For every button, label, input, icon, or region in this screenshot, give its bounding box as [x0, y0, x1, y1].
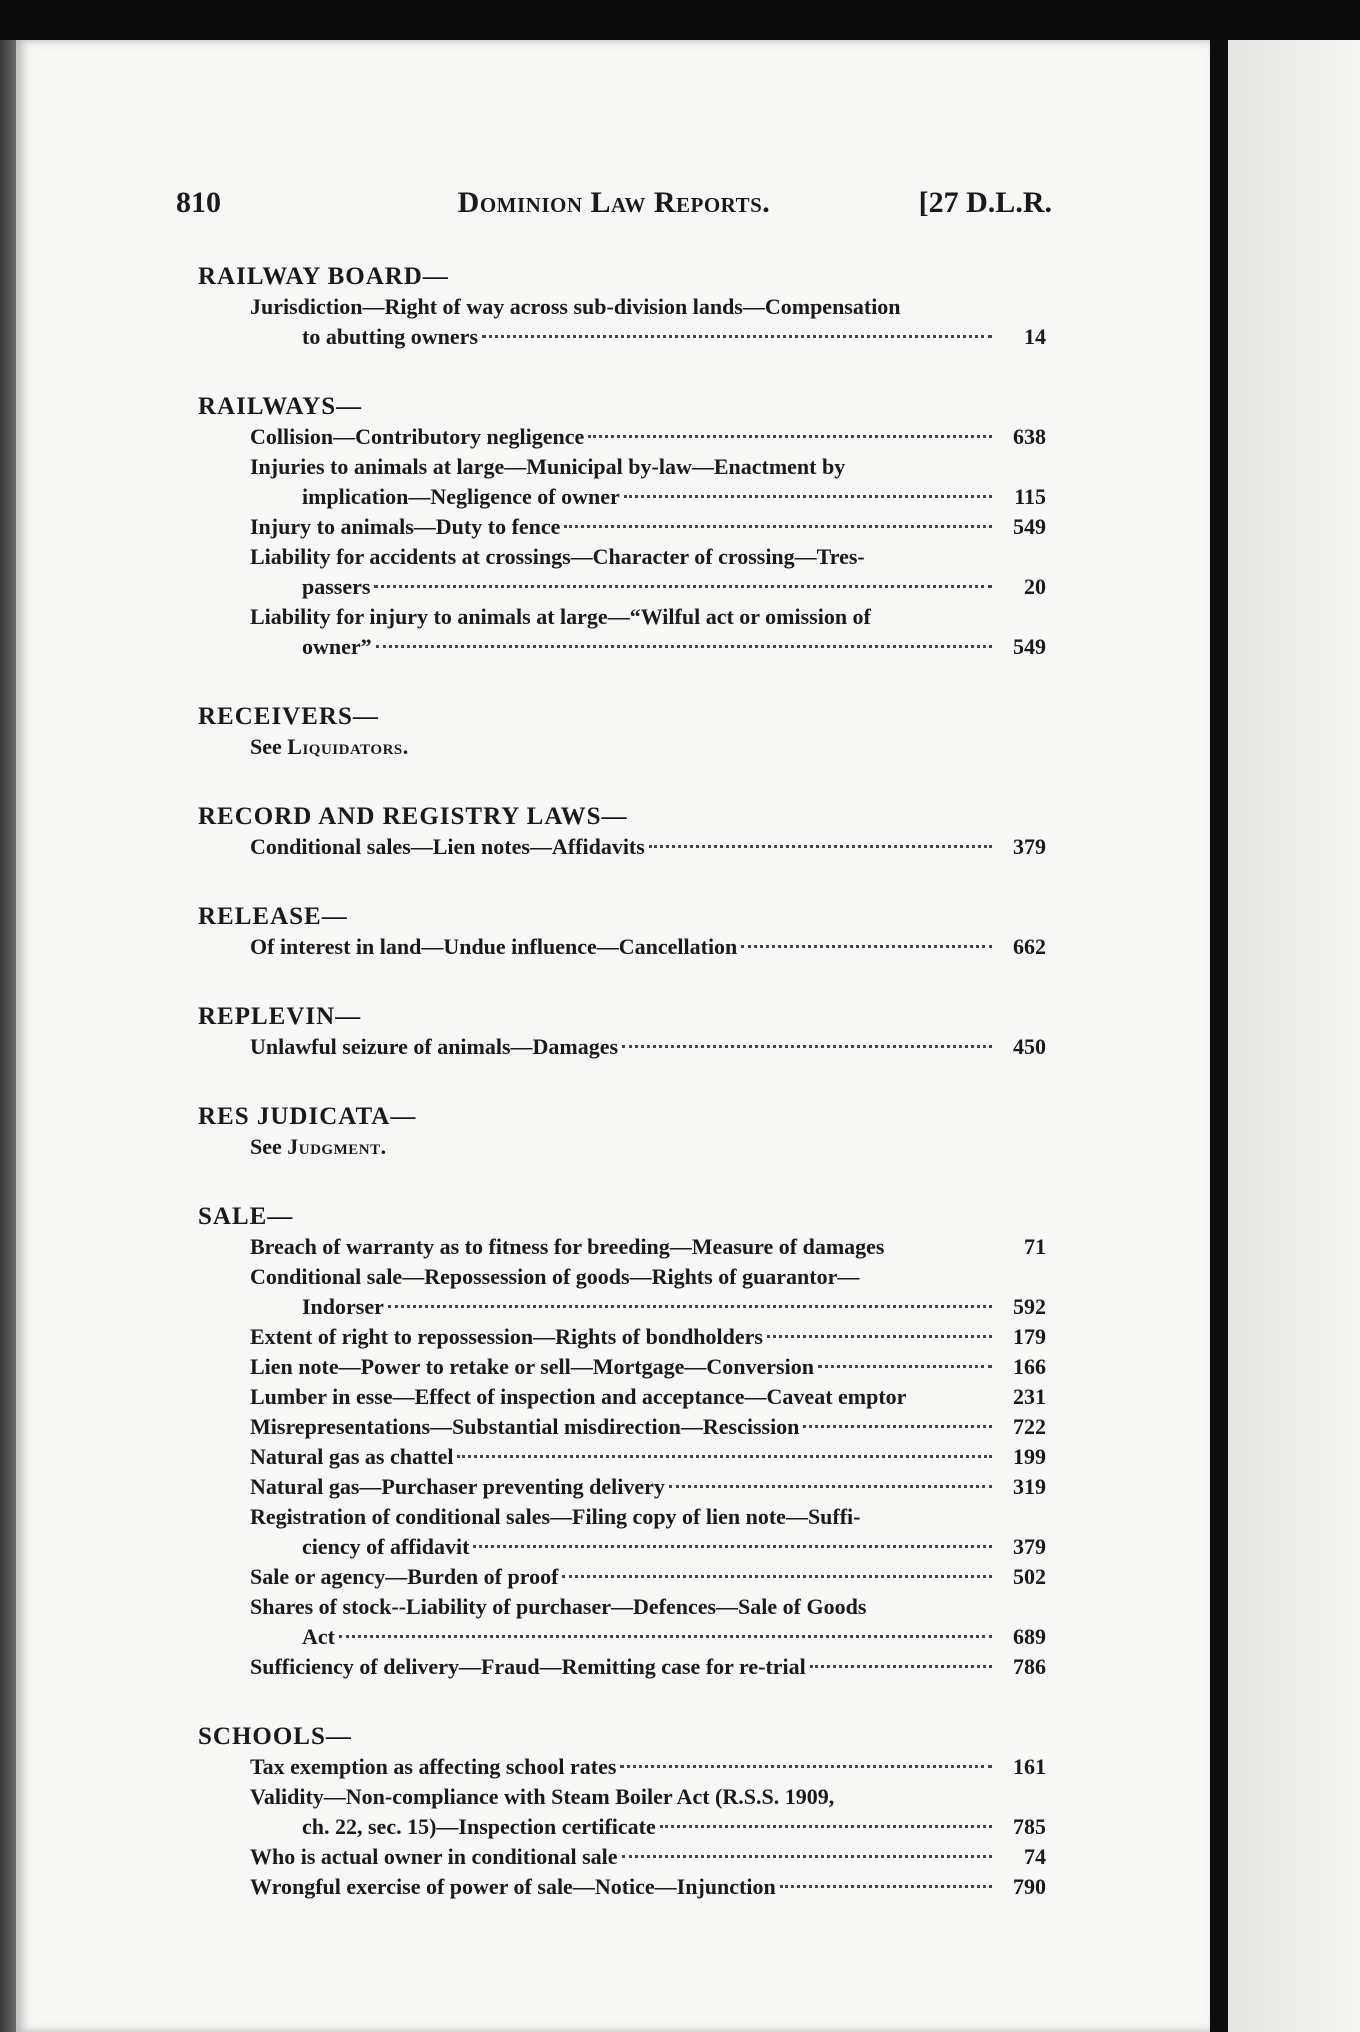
- entry-text: Extent of right to repossession—Rights of bondholders: [250, 1324, 763, 1349]
- page-reference: 71: [1024, 1234, 1046, 1259]
- leader-dots: [780, 1885, 992, 1888]
- entry-line: Liability for injury to animals at large—“Wilful act or omission of: [250, 604, 871, 629]
- leader-dots: [388, 1305, 992, 1308]
- entry-continuation: owner”: [302, 634, 372, 659]
- entry-continuation: Indorser: [302, 1294, 384, 1319]
- volume-reference: [27 D.L.R.: [918, 186, 1052, 219]
- page-reference: 662: [1013, 934, 1046, 959]
- entry-continuation: to abutting owners: [302, 324, 479, 349]
- scan-top-band: [0, 0, 1360, 40]
- index-section: [198, 262, 1046, 352]
- section-heading: RAILWAYS—: [198, 393, 363, 420]
- leader-dots: [620, 1765, 992, 1768]
- index-entry: [198, 1562, 1046, 1592]
- section-heading: RAILWAY BOARD—: [198, 263, 449, 290]
- section-heading: SCHOOLS—: [198, 1723, 352, 1750]
- entry-continuation: Act: [302, 1624, 335, 1649]
- leader-dots: [660, 1825, 992, 1828]
- page-reference: 199: [1013, 1444, 1046, 1469]
- leader-dots: [767, 1335, 992, 1338]
- see-reference: [198, 1132, 1046, 1162]
- index-entry: [198, 1752, 1046, 1782]
- see-prefix: See: [250, 1134, 282, 1159]
- entry-line: Registration of conditional sales—Filing copy of lien note—Suffi-: [250, 1504, 861, 1529]
- see-target: Judgment.: [287, 1134, 387, 1159]
- leader-dots: [457, 1455, 992, 1458]
- entry-text: Lumber in esse—Effect of inspection and acceptance—Caveat emptor: [250, 1384, 907, 1409]
- leader-dots: [339, 1635, 992, 1638]
- index-section: [198, 1002, 1046, 1062]
- see-prefix: See: [250, 734, 282, 759]
- index-entry: [198, 1812, 1046, 1842]
- page-reference: 549: [1013, 514, 1046, 539]
- page-reference: 166: [1013, 1354, 1046, 1379]
- index-entry: [198, 1622, 1046, 1652]
- section-heading: RES JUDICATA—: [198, 1103, 417, 1130]
- index-entry: [198, 512, 1046, 542]
- entry-line: Conditional sale—Repossession of goods—Rights of guarantor—: [250, 1264, 860, 1289]
- index-entry: [198, 1292, 1046, 1322]
- entry-text: Breach of warranty as to fitness for breeding—Measure of damages: [250, 1234, 885, 1259]
- leader-dots: [588, 435, 992, 438]
- page-reference: 231: [1013, 1384, 1046, 1409]
- page-reference: 638: [1013, 424, 1046, 449]
- index-entry: [198, 1382, 1046, 1412]
- page-reference: 450: [1013, 1034, 1046, 1059]
- index-entry: [198, 832, 1046, 862]
- leader-dots: [473, 1545, 992, 1548]
- section-heading: RELEASE—: [198, 903, 348, 930]
- see-target: Liquidators.: [287, 734, 409, 759]
- page-reference: 161: [1013, 1754, 1046, 1779]
- index-entry: [198, 1322, 1046, 1352]
- index-section: [198, 1202, 1046, 1682]
- index-section: [198, 802, 1046, 862]
- entry-text: Injury to animals—Duty to fence: [250, 514, 561, 539]
- leader-dots: [810, 1665, 992, 1668]
- index-entry: [198, 482, 1046, 512]
- entry-text: Tax exemption as affecting school rates: [250, 1754, 617, 1779]
- index-entry: [198, 572, 1046, 602]
- leader-dots: [624, 495, 992, 498]
- page-reference: 549: [1013, 634, 1046, 659]
- page-reference: 14: [1024, 324, 1046, 349]
- section-heading: RECEIVERS—: [198, 703, 379, 730]
- page-reference: 379: [1013, 834, 1046, 859]
- see-reference: [198, 732, 1046, 762]
- entry-line: Shares of stock--Liability of purchaser—Defences—Sale of Goods: [250, 1594, 867, 1619]
- index-entry: [198, 1842, 1046, 1872]
- entry-text: Natural gas as chattel: [250, 1444, 454, 1469]
- leader-dots: [562, 1575, 992, 1578]
- index-entry: [198, 1532, 1046, 1562]
- entry-text: Lien note—Power to retake or sell—Mortgage—Conversion: [250, 1354, 814, 1379]
- index-entry: [198, 932, 1046, 962]
- leader-dots: [374, 585, 992, 588]
- leader-dots: [376, 645, 992, 648]
- page-reference: 689: [1013, 1624, 1046, 1649]
- scan-left-edge: [0, 40, 16, 2032]
- leader-dots: [649, 845, 992, 848]
- entry-continuation: ciency of affidavit: [302, 1534, 470, 1559]
- entry-text: Wrongful exercise of power of sale—Notice—Injunction: [250, 1874, 776, 1899]
- leader-dots: [622, 1855, 992, 1858]
- entry-text: Natural gas—Purchaser preventing delivery: [250, 1474, 665, 1499]
- entry-text: Sufficiency of delivery—Fraud—Remitting case for re-trial: [250, 1654, 806, 1679]
- page-reference: 785: [1013, 1814, 1046, 1839]
- page-reference: 722: [1013, 1414, 1046, 1439]
- leader-dots: [741, 945, 992, 948]
- page-reference: 790: [1013, 1874, 1046, 1899]
- index-section: [198, 902, 1046, 962]
- index-entry: [198, 322, 1046, 352]
- leader-dots: [564, 525, 992, 528]
- index-content: [198, 262, 1046, 1942]
- entry-text: Who is actual owner in conditional sale: [250, 1844, 618, 1869]
- index-entry: [198, 1442, 1046, 1472]
- entry-continuation: ch. 22, sec. 15)—Inspection certificate: [302, 1814, 656, 1839]
- entry-continuation: passers: [302, 574, 371, 599]
- entry-text: Misrepresentations—Substantial misdirection—Rescission: [250, 1414, 800, 1439]
- index-entry: [198, 422, 1046, 452]
- page-header: [176, 186, 1052, 226]
- entry-line: Injuries to animals at large—Municipal by-law—Enactment by: [250, 454, 846, 479]
- leader-dots: [482, 335, 992, 338]
- page-reference: 179: [1013, 1324, 1046, 1349]
- leader-dots: [803, 1425, 992, 1428]
- section-heading: SALE—: [198, 1203, 294, 1230]
- page-reference: 319: [1013, 1474, 1046, 1499]
- page-reference: 379: [1013, 1534, 1046, 1559]
- leader-dots: [818, 1365, 992, 1368]
- leader-dots: [669, 1485, 992, 1488]
- entry-line: Liability for accidents at crossings—Character of crossing—Tres-: [250, 544, 865, 569]
- page-number: 810: [176, 186, 221, 219]
- book-gutter: [1210, 40, 1228, 2032]
- section-heading: REPLEVIN—: [198, 1003, 362, 1030]
- entry-text: Unlawful seizure of animals—Damages: [250, 1034, 619, 1059]
- index-entry: [198, 1472, 1046, 1502]
- entry-line: Jurisdiction—Right of way across sub-division lands—Compensation: [250, 294, 901, 319]
- page-reference: 786: [1013, 1654, 1046, 1679]
- facing-page-edge: [1228, 40, 1360, 2032]
- page-reference: 20: [1024, 574, 1046, 599]
- index-entry: [198, 1232, 1046, 1262]
- index-entry: [198, 1032, 1046, 1062]
- index-section: [198, 702, 1046, 762]
- leader-dots: [622, 1045, 992, 1048]
- index-section: [198, 1102, 1046, 1162]
- index-entry: [198, 632, 1046, 662]
- index-entry: [198, 1652, 1046, 1682]
- running-title: Dominion Law Reports.: [457, 186, 771, 219]
- entry-text: Of interest in land—Undue influence—Cancellation: [250, 934, 738, 959]
- entry-text: Conditional sales—Lien notes—Affidavits: [250, 834, 645, 859]
- entry-line: Validity—Non-compliance with Steam Boiler Act (R.S.S. 1909,: [250, 1784, 835, 1809]
- index-section: [198, 392, 1046, 662]
- page-reference: 502: [1013, 1564, 1046, 1589]
- index-entry: [198, 1412, 1046, 1442]
- entry-text: Sale or agency—Burden of proof: [250, 1564, 559, 1589]
- section-heading: RECORD AND REGISTRY LAWS—: [198, 803, 628, 830]
- index-entry: [198, 1872, 1046, 1902]
- entry-text: Collision—Contributory negligence: [250, 424, 585, 449]
- page-reference: 115: [1014, 484, 1046, 509]
- page-reference: 592: [1013, 1294, 1046, 1319]
- entry-continuation: implication—Negligence of owner: [302, 484, 620, 509]
- index-section: [198, 1722, 1046, 1902]
- index-entry: [198, 1352, 1046, 1382]
- page-reference: 74: [1024, 1844, 1046, 1869]
